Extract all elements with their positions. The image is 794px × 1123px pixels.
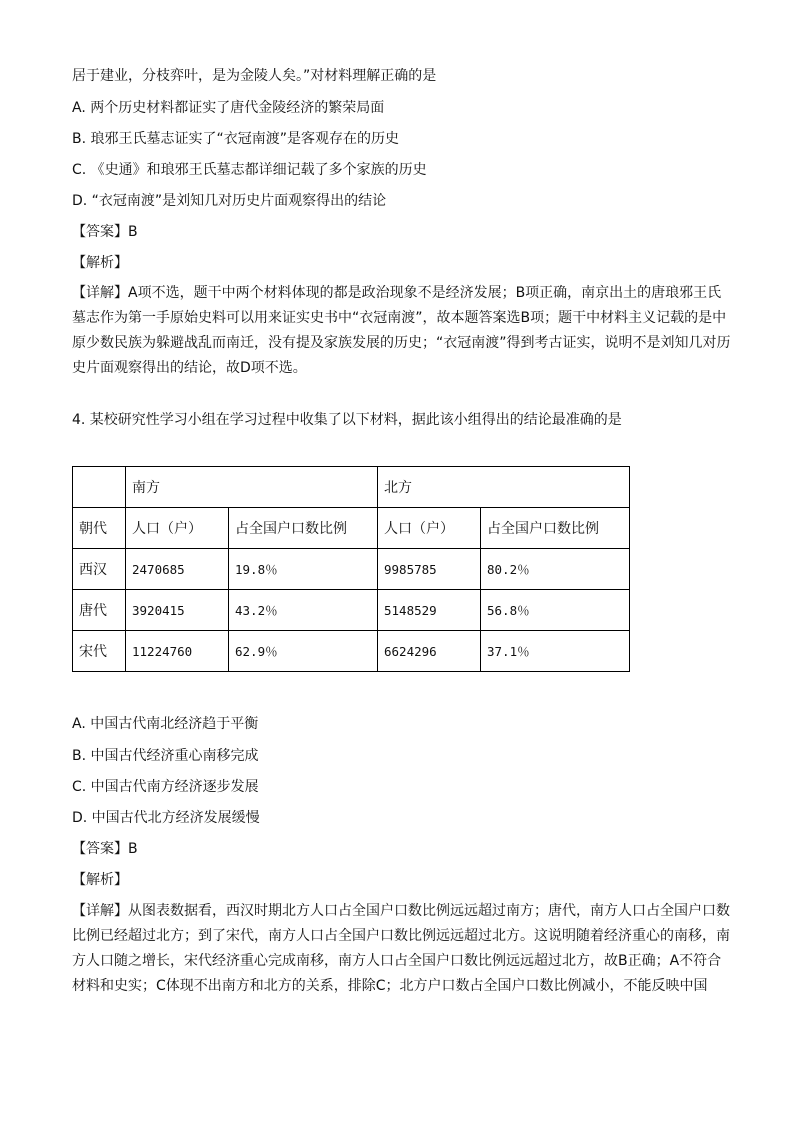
north-population-cell: 5148529 xyxy=(378,590,481,631)
option-d: D. 中国古代北方经济发展缓慢 xyxy=(72,810,260,826)
answer-label: 【答案】B xyxy=(72,224,138,240)
south-ratio-cell: 19.8％ xyxy=(229,549,378,590)
dynasty-cell: 西汉 xyxy=(73,549,126,590)
south-population-header: 人口（户） xyxy=(126,508,229,549)
south-header: 南方 xyxy=(126,467,378,508)
option-d: D. “衣冠南渡”是刘知几对历史片面观察得出的结论 xyxy=(72,193,387,209)
dynasty-cell: 宋代 xyxy=(73,631,126,672)
north-header: 北方 xyxy=(378,467,630,508)
table-row xyxy=(73,631,630,672)
north-ratio-cell: 56.8％ xyxy=(481,590,630,631)
south-ratio-cell: 62.9％ xyxy=(229,631,378,672)
north-population-cell: 9985785 xyxy=(378,549,481,590)
north-ratio-cell: 37.1％ xyxy=(481,631,630,672)
option-a: A. 中国古代南北经济趋于平衡 xyxy=(72,716,259,732)
north-population-header: 人口（户） xyxy=(378,508,481,549)
question-3-stem-tail: 居于建业，分枝弈叶，是为金陵人矣。”对材料理解正确的是 xyxy=(72,68,437,84)
detail-paragraph: 【详解】A项不选，题干中两个材料体现的都是政治现象不是经济发展；B项正确，南京出土的唐琅邪王氏墓志作为第一手原始史料可以用来证实史书中“衣冠南渡”，故本题答案选B项；题干中材料主义记载的是中原少数民族为躲避战乱而南迁，没有提及家族发展的历史；“衣冠南渡”得到考古证实，说明不是刘知几对历史片面观察得出的结论，故D项不选。 xyxy=(72,285,731,376)
dynasty-cell: 唐代 xyxy=(73,590,126,631)
option-c: C. 《史通》和琅邪王氏墓志都详细记载了多个家族的历史 xyxy=(72,162,427,178)
table-subheader-row xyxy=(73,508,630,549)
option-b: B. 中国古代经济重心南移完成 xyxy=(72,748,259,764)
table-row xyxy=(73,590,630,631)
south-ratio-header: 占全国户口数比例 xyxy=(229,508,378,549)
population-table xyxy=(72,466,630,672)
table-header-row xyxy=(73,467,630,508)
south-population-cell: 2470685 xyxy=(126,549,229,590)
dynasty-header: 朝代 xyxy=(73,508,126,549)
south-population-cell: 11224760 xyxy=(126,631,229,672)
north-ratio-cell: 80.2％ xyxy=(481,549,630,590)
option-c: C. 中国古代南方经济逐步发展 xyxy=(72,779,259,795)
detail-paragraph: 【详解】从图表数据看，西汉时期北方人口占全国户口数比例远远超过南方；唐代，南方人口占全国户口数比例已经超过北方；到了宋代，南方人口占全国户口数比例远远超过北方。这说明随着经济重心的南移，南方人口随之增长，宋代经济重心完成南移，南方人口占全国户口数比例远远超过北方，故B正确；A不符合材料和史实；C体现不出南方和北方的关系，排除C；北方户口数占全国户口数比例减小，不能反映中国 xyxy=(72,903,730,994)
question-4-stem: 4. 某校研究性学习小组在学习过程中收集了以下材料，据此该小组得出的结论最准确的是 xyxy=(72,412,622,428)
analysis-label: 【解析】 xyxy=(72,872,128,888)
option-a: A. 两个历史材料都证实了唐代金陵经济的繁荣局面 xyxy=(72,100,385,116)
analysis-label: 【解析】 xyxy=(72,255,128,271)
south-population-cell: 3920415 xyxy=(126,590,229,631)
table-corner-cell xyxy=(73,467,126,508)
answer-label: 【答案】B xyxy=(72,841,138,857)
south-ratio-cell: 43.2％ xyxy=(229,590,378,631)
option-b: B. 琅邪王氏墓志证实了“衣冠南渡”是客观存在的历史 xyxy=(72,131,400,147)
table-row xyxy=(73,549,630,590)
north-ratio-header: 占全国户口数比例 xyxy=(481,508,630,549)
north-population-cell: 6624296 xyxy=(378,631,481,672)
